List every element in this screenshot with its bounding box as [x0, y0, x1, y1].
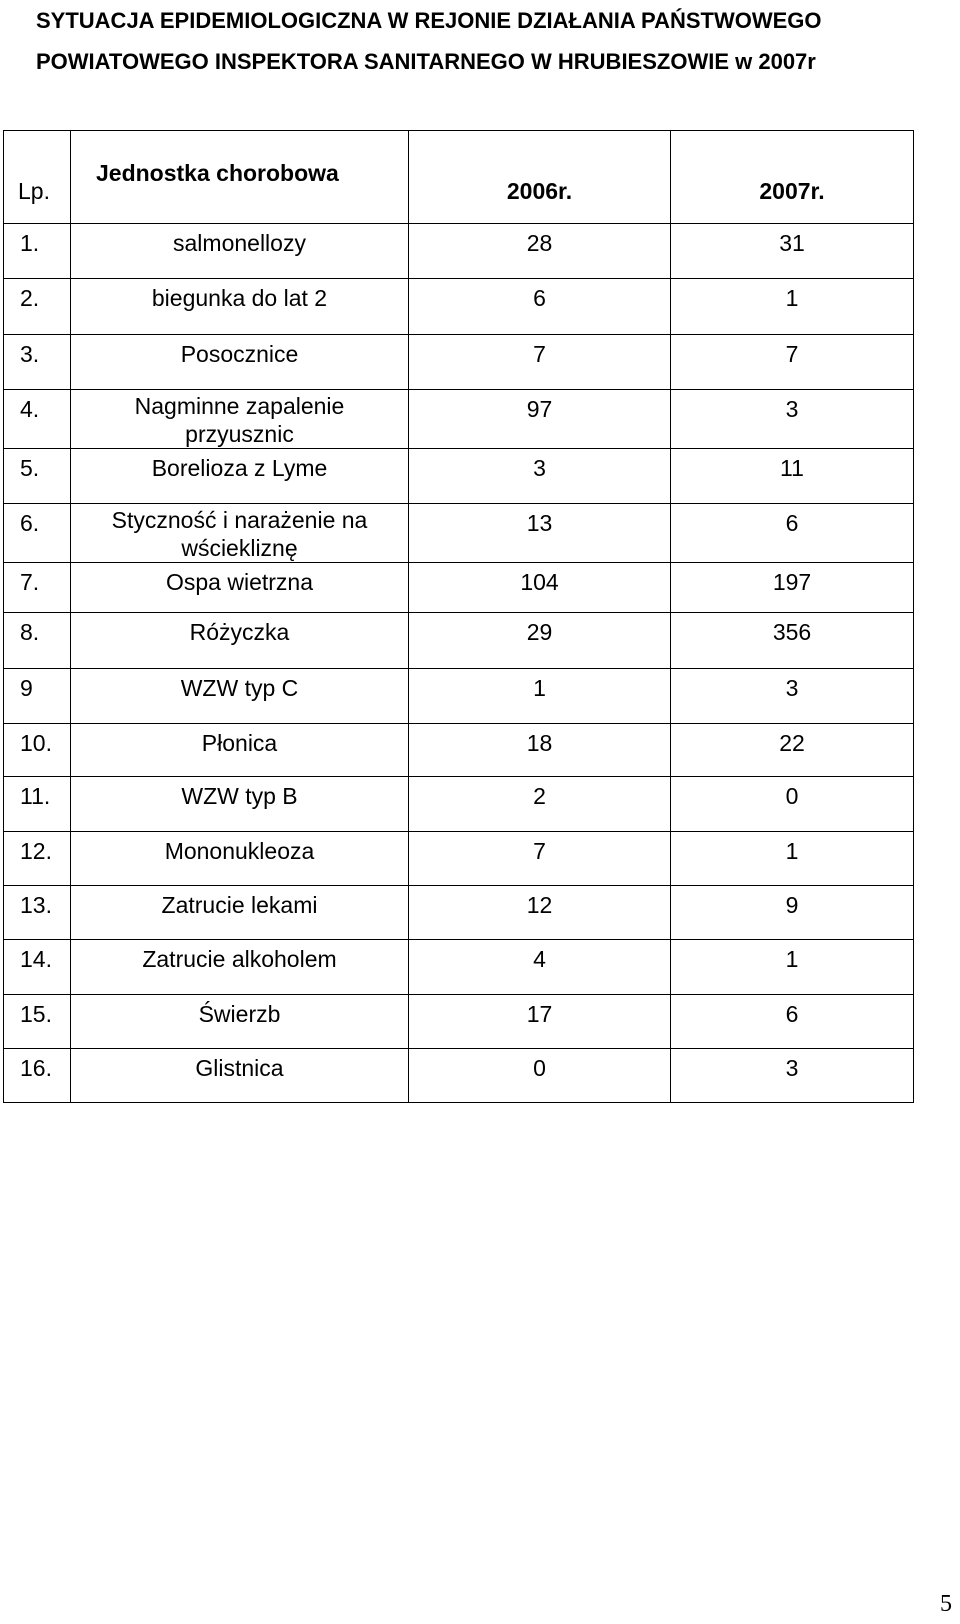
cell-2007: 3	[671, 1049, 914, 1103]
cell-disease: Posocznice	[71, 335, 409, 390]
cell-disease: WZW typ B	[71, 777, 409, 832]
table-row	[4, 449, 914, 504]
cell-2006: 13	[409, 504, 671, 563]
cell-disease: Glistnica	[71, 1049, 409, 1103]
header-lp: Lp.	[4, 131, 71, 224]
header-2006: 2006r.	[409, 131, 671, 224]
cell-lp: 11.	[4, 777, 71, 832]
cell-disease: Ospa wietrzna	[71, 563, 409, 613]
cell-lp: 4.	[4, 390, 71, 449]
cell-2007: 1	[671, 940, 914, 995]
cell-2006: 4	[409, 940, 671, 995]
cell-lp: 8.	[4, 613, 71, 669]
table-row	[4, 1049, 914, 1103]
cell-2007: 31	[671, 224, 914, 279]
cell-disease: Borelioza z Lyme	[71, 449, 409, 504]
cell-lp: 12.	[4, 832, 71, 886]
cell-2007: 197	[671, 563, 914, 613]
header-2007: 2007r.	[671, 131, 914, 224]
cell-2007: 3	[671, 390, 914, 449]
cell-2006: 29	[409, 613, 671, 669]
page-number: 5	[940, 1591, 952, 1617]
document-title	[36, 0, 936, 82]
cell-2006: 7	[409, 335, 671, 390]
cell-disease: Styczność i narażenie na wściekliznę	[71, 504, 409, 563]
cell-2006: 104	[409, 563, 671, 613]
cell-2007: 356	[671, 613, 914, 669]
cell-disease: Zatrucie alkoholem	[71, 940, 409, 995]
cell-2007: 11	[671, 449, 914, 504]
cell-lp: 13.	[4, 886, 71, 940]
cell-lp: 10.	[4, 724, 71, 777]
table-row	[4, 995, 914, 1049]
cell-2007: 3	[671, 669, 914, 724]
cell-2007: 22	[671, 724, 914, 777]
cell-lp: 1.	[4, 224, 71, 279]
table-row	[4, 504, 914, 563]
cell-lp: 16.	[4, 1049, 71, 1103]
cell-2007: 1	[671, 279, 914, 335]
cell-disease: Płonica	[71, 724, 409, 777]
cell-2006: 6	[409, 279, 671, 335]
cell-lp: 9	[4, 669, 71, 724]
cell-2007: 6	[671, 995, 914, 1049]
cell-disease: biegunka do lat 2	[71, 279, 409, 335]
table-row	[4, 390, 914, 449]
cell-lp: 5.	[4, 449, 71, 504]
table-row	[4, 335, 914, 390]
table-row	[4, 886, 914, 940]
table-row	[4, 724, 914, 777]
cell-disease: Nagminne zapalenie przyusznic	[71, 390, 409, 449]
cell-2007: 0	[671, 777, 914, 832]
cell-disease: Różyczka	[71, 613, 409, 669]
cell-2006: 0	[409, 1049, 671, 1103]
title-line-2: POWIATOWEGO INSPEKTORA SANITARNEGO W HRUBIESZOWIE w 2007r	[36, 49, 816, 74]
cell-2007: 1	[671, 832, 914, 886]
table-row	[4, 669, 914, 724]
cell-2006: 7	[409, 832, 671, 886]
title-line-1: SYTUACJA EPIDEMIOLOGICZNA W REJONIE DZIAŁANIA PAŃSTWOWEGO	[36, 8, 822, 33]
cell-disease: Zatrucie lekami	[71, 886, 409, 940]
cell-2006: 3	[409, 449, 671, 504]
table-row	[4, 832, 914, 886]
cell-disease: WZW typ C	[71, 669, 409, 724]
cell-lp: 15.	[4, 995, 71, 1049]
table-row	[4, 613, 914, 669]
table-header-row	[4, 131, 914, 224]
disease-table	[3, 130, 914, 1103]
cell-lp: 14.	[4, 940, 71, 995]
cell-lp: 3.	[4, 335, 71, 390]
cell-2006: 12	[409, 886, 671, 940]
cell-2006: 18	[409, 724, 671, 777]
cell-lp: 6.	[4, 504, 71, 563]
cell-2007: 7	[671, 335, 914, 390]
cell-disease: Świerzb	[71, 995, 409, 1049]
table-row	[4, 224, 914, 279]
cell-2007: 9	[671, 886, 914, 940]
cell-2006: 2	[409, 777, 671, 832]
cell-disease: Mononukleoza	[71, 832, 409, 886]
cell-2006: 1	[409, 669, 671, 724]
cell-disease: salmonellozy	[71, 224, 409, 279]
table-row	[4, 279, 914, 335]
cell-2006: 97	[409, 390, 671, 449]
table-row	[4, 940, 914, 995]
table-row	[4, 563, 914, 613]
cell-lp: 7.	[4, 563, 71, 613]
cell-2006: 17	[409, 995, 671, 1049]
header-disease: Jednostka chorobowa	[71, 131, 409, 224]
cell-2007: 6	[671, 504, 914, 563]
cell-lp: 2.	[4, 279, 71, 335]
table-row	[4, 777, 914, 832]
cell-2006: 28	[409, 224, 671, 279]
